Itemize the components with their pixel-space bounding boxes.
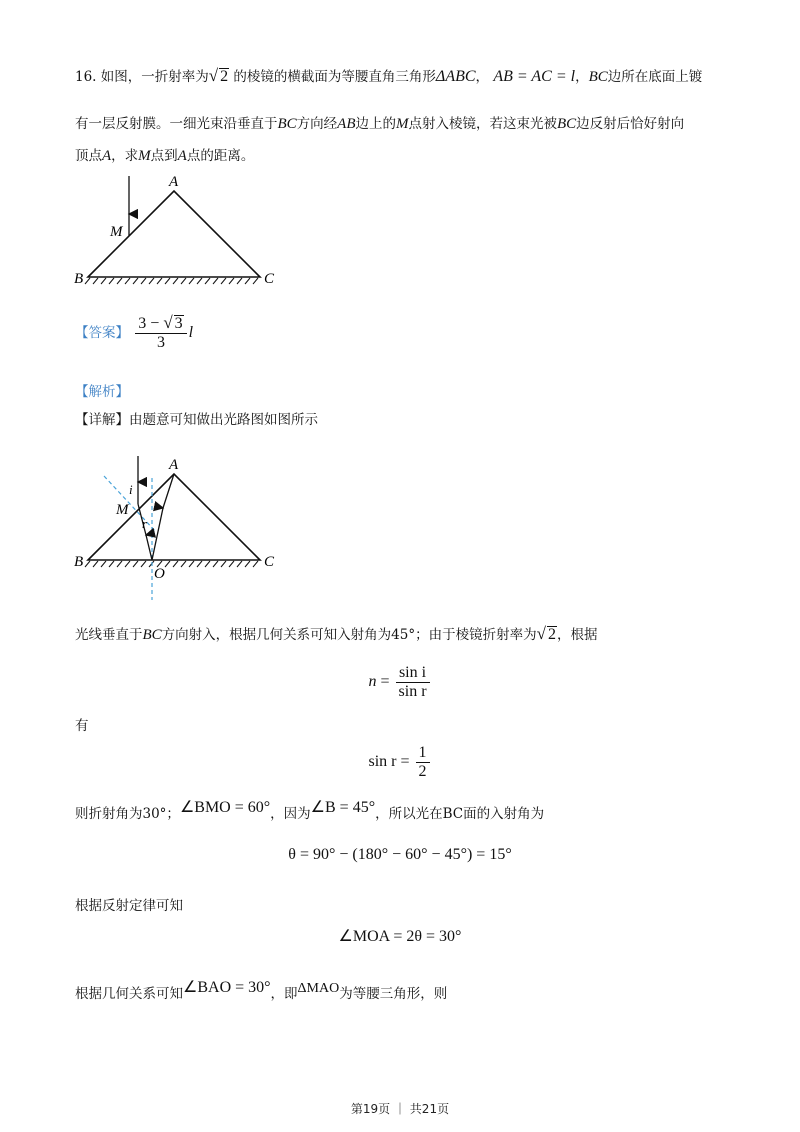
vertex-label-c: C <box>264 554 275 570</box>
problem-number: 16. <box>75 69 97 85</box>
prism-diagram <box>70 170 290 295</box>
refracted-ray <box>146 535 152 560</box>
angle-equation: ∠BMO = 60° <box>179 799 271 816</box>
explanation-line-1 <box>75 624 597 645</box>
explanation-text: ，根据 <box>556 627 598 643</box>
incidence-angle-label: i <box>129 482 133 497</box>
vertex-label-a: A <box>169 457 179 473</box>
punctuation: ， <box>575 69 589 85</box>
explanation-line-4 <box>75 979 448 1005</box>
point-label: A <box>102 148 112 164</box>
vertex-label-b: B <box>74 554 84 570</box>
analysis-label: 【解析】 <box>75 384 129 400</box>
problem-text: 点射入棱镜，若这束光被 <box>408 116 557 132</box>
problem-text: ，求 <box>111 148 139 164</box>
problem-text: 边所在底面上镀 <box>607 69 703 85</box>
segment-label: BC <box>142 627 162 643</box>
sqrt-expression: √ 2 <box>208 66 229 85</box>
problem-text: 边反射后恰好射向 <box>576 116 685 132</box>
sqrt-expression: √ 2 <box>536 624 556 643</box>
point-label: M <box>396 116 409 132</box>
problem-line-1 <box>75 66 702 87</box>
equation-moa: ∠MOA = 2θ = 30° <box>338 928 462 945</box>
answer-fraction: $\frac{3 - √ 3}{3}$ <box>135 314 186 352</box>
detail-label: 【详解】 <box>75 412 129 428</box>
reflective-film-hatching <box>85 561 258 567</box>
explanation-text: ，因为 <box>270 806 311 822</box>
explanation-text: 光线垂直于 <box>75 627 143 643</box>
page-footer: 第19页 ｜ 共21页 <box>350 1102 450 1116</box>
answer-label: 【答案】 <box>75 325 129 341</box>
light-path-diagram <box>70 448 290 603</box>
explanation-text: 根据几何关系可知 <box>75 986 183 1002</box>
problem-text: 的棱镜的横截面为等腰直角三角形 <box>233 69 436 85</box>
problem-line-2 <box>75 114 684 134</box>
vertex-label-b: B <box>74 271 84 287</box>
reflected-ray-arrow <box>152 508 163 560</box>
segment-label: BC <box>277 116 297 132</box>
explanation-text: ，所以光在BC面的入射角为 <box>375 806 545 822</box>
problem-text: 点到 <box>150 148 178 164</box>
answer-block <box>75 314 193 352</box>
equation-sin-r: sin r = $\frac{1}{2}$ <box>0 744 800 781</box>
punctuation: ， <box>475 69 490 85</box>
reflective-film-hatching <box>85 278 258 284</box>
segment-label: BC <box>557 116 577 132</box>
refraction-angle-label: r <box>142 516 148 531</box>
segment-label: AB <box>337 116 356 132</box>
problem-text: 点的距离。 <box>186 148 255 164</box>
triangle-expression: ΔMAO <box>297 981 340 996</box>
answer-variable: l <box>188 324 194 341</box>
point-label-m: M <box>110 224 123 240</box>
angle-equation: ∠B = 45° <box>310 799 376 816</box>
problem-text: 边上的 <box>355 116 396 132</box>
side-equation: AB = AC = l <box>493 68 576 85</box>
point-label: M <box>138 148 151 164</box>
point-label: A <box>177 148 187 164</box>
problem-text: 顶点 <box>75 148 102 164</box>
angle-equation: ∠BAO = 30° <box>183 979 271 996</box>
explanation-text: 为等腰三角形，则 <box>339 986 448 1002</box>
explanation-text: 则折射角为30°； <box>75 806 180 822</box>
vertex-label-c: C <box>264 271 275 287</box>
problem-text: 方向经 <box>296 116 338 132</box>
point-label-o: O <box>154 566 165 582</box>
problem-text: 有一层反射膜。一细光束沿垂直于 <box>75 116 278 132</box>
vertex-label-a: A <box>169 174 179 190</box>
segment-label: BC <box>588 69 608 85</box>
detail-line <box>75 410 318 430</box>
explanation-line-2 <box>75 799 545 824</box>
triangle-expression: ΔABC <box>435 68 476 85</box>
problem-text: 如图，一折射率为 <box>100 69 209 85</box>
explanation-text: ，即 <box>270 986 298 1002</box>
problem-line-3 <box>75 146 254 166</box>
you-text: 有 <box>75 718 89 734</box>
explanation-line-3: 根据反射定律可知 <box>75 898 183 914</box>
point-label-m: M <box>116 502 129 518</box>
equation-theta: θ = 90° − (180° − 60° − 45°) = 15° <box>288 846 512 863</box>
equation-snell: n = $\frac{\text{sin i}}{\text{sin r}}$ <box>0 664 800 701</box>
explanation-text: 方向射入，根据几何关系可知入射角为45°；由于棱镜折射率为 <box>161 627 537 643</box>
detail-text: 由题意可知做出光路图如图所示 <box>129 412 318 428</box>
